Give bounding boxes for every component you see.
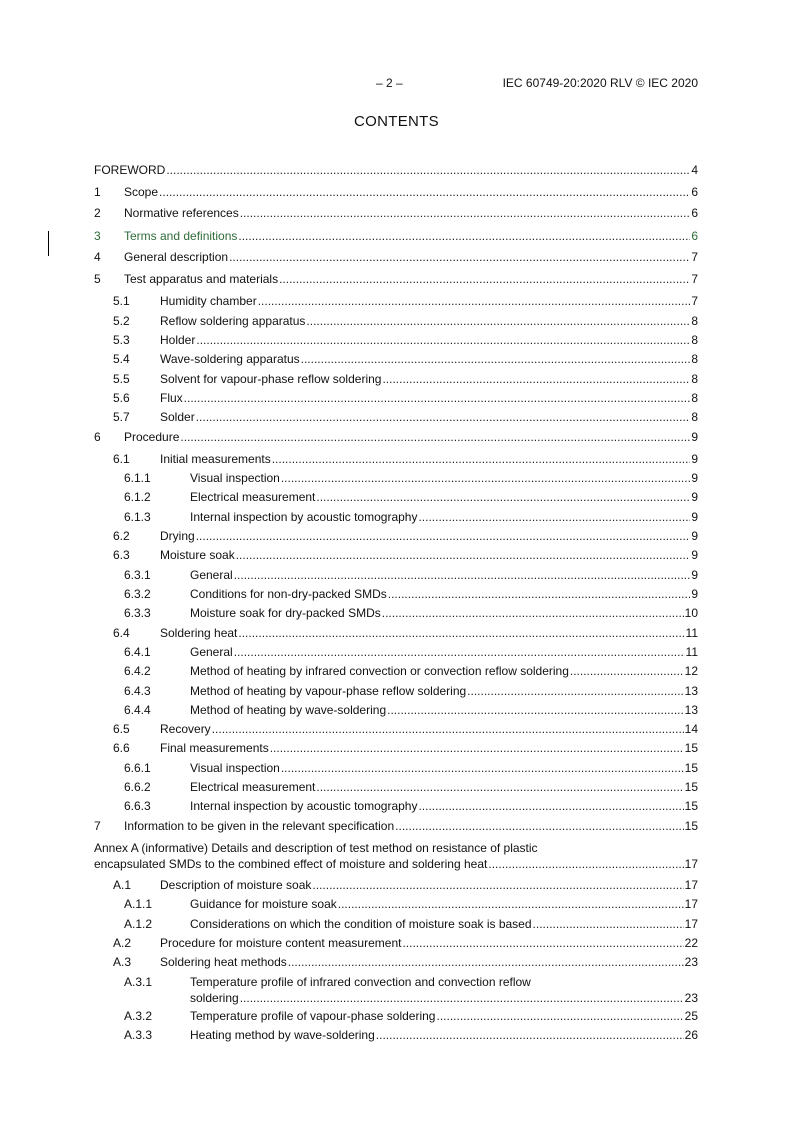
toc-entry-title: Procedure <box>124 430 180 444</box>
toc-entry-number: 6 <box>94 430 101 444</box>
toc-entry-title-continued: encapsulated SMDs to the combined effect of moisture and soldering heat <box>94 857 488 871</box>
toc-entry-number: 6.6.3 <box>124 799 151 813</box>
toc-entry[interactable] <box>94 371 698 387</box>
toc-entry[interactable] <box>94 162 698 178</box>
toc-entry-page: 23 <box>684 991 698 1005</box>
toc-entry-number: 5.2 <box>113 314 130 328</box>
toc-entry[interactable] <box>94 509 698 525</box>
toc-entry[interactable] <box>94 489 698 505</box>
toc-leader-dots <box>272 451 691 467</box>
toc-leader-dots <box>279 271 690 287</box>
toc-entry-page: 25 <box>684 1009 698 1023</box>
toc-leader-dots <box>236 547 691 563</box>
toc-entry[interactable] <box>94 228 698 244</box>
toc-leader-dots <box>418 798 683 814</box>
toc-entry[interactable] <box>94 644 698 660</box>
toc-entry-title: Electrical measurement <box>190 780 316 794</box>
toc-leader-dots <box>240 990 684 1006</box>
toc-entry-title: Temperature profile of infrared convection and convection reflow <box>190 975 531 989</box>
toc-entry-page: 15 <box>684 780 698 794</box>
toc-entry-number: 6.3.2 <box>124 587 151 601</box>
toc-entry-number: 6.1 <box>113 452 130 466</box>
toc-leader-dots <box>180 429 690 445</box>
toc-entry[interactable] <box>94 351 698 367</box>
toc-entry-page: 26 <box>684 1028 698 1042</box>
toc-entry-title: Conditions for non-dry-packed SMDs <box>190 587 387 601</box>
toc-entry[interactable] <box>94 935 698 951</box>
toc-entry-page: 8 <box>691 352 698 366</box>
toc-entry-page: 8 <box>691 314 698 328</box>
toc-entry-number: 5.5 <box>113 372 130 386</box>
toc-entry-number: A.1.2 <box>124 917 153 931</box>
toc-entry-number: A.1.1 <box>124 897 153 911</box>
toc-entry[interactable] <box>94 390 698 406</box>
toc-entry[interactable] <box>94 184 698 200</box>
toc-entry-number: 4 <box>94 250 101 264</box>
toc-entry-page: 9 <box>691 490 698 504</box>
toc-leader-dots <box>387 702 684 718</box>
toc-entry-page: 23 <box>684 955 698 969</box>
toc-entry-title: Internal inspection by acoustic tomography <box>190 510 418 524</box>
toc-leader-dots <box>533 916 684 932</box>
toc-entry[interactable] <box>94 916 698 932</box>
toc-entry-page: 13 <box>684 703 698 717</box>
toc-entry[interactable] <box>94 528 698 544</box>
toc-entry-number: 6.1.3 <box>124 510 151 524</box>
toc-entry[interactable] <box>94 567 698 583</box>
toc-entry-number: 6.6 <box>113 741 130 755</box>
toc-entry[interactable] <box>94 293 698 309</box>
toc-leader-dots <box>166 162 690 178</box>
toc-entry-title: Visual inspection <box>190 471 280 485</box>
toc-entry[interactable] <box>94 663 698 679</box>
toc-entry[interactable] <box>94 683 698 699</box>
toc-entry-number: 5.4 <box>113 352 130 366</box>
toc-entry-page: 15 <box>684 761 698 775</box>
toc-entry-title: Flux <box>160 391 183 405</box>
toc-entry-title: Solvent for vapour-phase reflow soldering <box>160 372 382 386</box>
toc-entry-page: 15 <box>684 799 698 813</box>
toc-leader-dots <box>240 205 691 221</box>
toc-entry[interactable] <box>94 974 698 1006</box>
toc-entry[interactable] <box>94 205 698 221</box>
toc-entry[interactable] <box>94 779 698 795</box>
toc-entry-page: 17 <box>684 917 698 931</box>
toc-leader-dots <box>288 954 684 970</box>
toc-leader-dots <box>258 293 691 309</box>
toc-entry-number: 2 <box>94 206 101 220</box>
toc-entry-page: 10 <box>684 606 698 620</box>
toc-leader-dots <box>338 896 684 912</box>
toc-entry-page: 15 <box>684 819 698 833</box>
toc-entry[interactable] <box>94 740 698 756</box>
toc-entry-title: General <box>190 568 233 582</box>
toc-entry[interactable] <box>94 429 698 445</box>
toc-entry[interactable] <box>94 547 698 563</box>
toc-entry[interactable] <box>94 332 698 348</box>
toc-entry-page: 4 <box>691 163 698 177</box>
toc-entry-page: 9 <box>691 548 698 562</box>
toc-entry[interactable] <box>94 625 698 641</box>
toc-entry-page: 17 <box>684 878 698 892</box>
toc-entry-title: Final measurements <box>160 741 269 755</box>
toc-entry-title: FOREWORD <box>94 163 166 177</box>
toc-entry-number: 6.2 <box>113 529 130 543</box>
toc-entry-page: 9 <box>691 568 698 582</box>
toc-entry-page: 8 <box>691 391 698 405</box>
toc-entry[interactable] <box>94 470 698 486</box>
toc-entry-page: 13 <box>684 684 698 698</box>
toc-entry-page: 12 <box>684 664 698 678</box>
toc-entry-number: 5.1 <box>113 294 130 308</box>
toc-leader-dots <box>436 1008 683 1024</box>
toc-leader-dots <box>184 390 691 406</box>
toc-entry-number: 5 <box>94 272 101 286</box>
toc-leader-dots <box>281 760 684 776</box>
toc-entry[interactable] <box>94 877 698 893</box>
toc-leader-dots <box>301 351 691 367</box>
toc-leader-dots <box>159 184 690 200</box>
toc-entry-page: 7 <box>691 294 698 308</box>
toc-entry-title: Heating method by wave-soldering <box>190 1028 375 1042</box>
toc-entry-page: 9 <box>691 452 698 466</box>
toc-entry-title: Test apparatus and materials <box>124 272 279 286</box>
toc-entry-number: 6.1.1 <box>124 471 151 485</box>
toc-entry[interactable] <box>94 313 698 329</box>
toc-entry-title: Solder <box>160 410 195 424</box>
toc-leader-dots <box>467 683 683 699</box>
toc-entry-number: 6.4.2 <box>124 664 151 678</box>
toc-entry-title: Recovery <box>160 722 211 736</box>
toc-entry[interactable] <box>94 409 698 425</box>
toc-entry[interactable] <box>94 1027 698 1043</box>
toc-entry-number: 6.3.1 <box>124 568 151 582</box>
toc-entry-number: 6.1.2 <box>124 490 151 504</box>
toc-leader-dots <box>382 605 684 621</box>
toc-entry[interactable] <box>94 605 698 621</box>
toc-leader-dots <box>281 470 690 486</box>
toc-entry-number: 6.4 <box>113 626 130 640</box>
toc-entry-title: Procedure for moisture content measurement <box>160 936 402 950</box>
toc-entry[interactable] <box>94 1008 698 1024</box>
toc-leader-dots <box>382 371 690 387</box>
toc-entry-title: Guidance for moisture soak <box>190 897 337 911</box>
toc-entry-number: 5.7 <box>113 410 130 424</box>
toc-entry-number: 1 <box>94 185 101 199</box>
toc-entry-title: Moisture soak for dry-packed SMDs <box>190 606 381 620</box>
toc-entry-title: Information to be given in the relevant specification <box>124 819 395 833</box>
toc-entry-page: 14 <box>684 722 698 736</box>
toc-leader-dots <box>234 644 685 660</box>
toc-entry-number: 6.4.4 <box>124 703 151 717</box>
toc-entry-number: 6.6.1 <box>124 761 151 775</box>
toc-entry-number: A.3.2 <box>124 1009 153 1023</box>
toc-entry-title: Annex A (informative) Details and description of test method on resistance of plastic <box>94 841 538 855</box>
toc-entry-page: 9 <box>691 529 698 543</box>
toc-entry-number: 6.4.1 <box>124 645 151 659</box>
toc-entry-title: General <box>190 645 233 659</box>
toc-entry-title: Humidity chamber <box>160 294 257 308</box>
toc-entry-page: 6 <box>691 206 698 220</box>
toc-leader-dots <box>312 877 683 893</box>
toc-leader-dots <box>306 313 690 329</box>
toc-entry-title: Considerations on which the condition of moisture soak is based <box>190 917 532 931</box>
toc-leader-dots <box>402 935 683 951</box>
toc-entry-page: 11 <box>685 645 698 659</box>
toc-entry-page: 6 <box>691 185 698 199</box>
toc-entry-number: 6.5 <box>113 722 130 736</box>
toc-entry-number: A.3.1 <box>124 975 153 989</box>
toc-entry-title: Temperature profile of vapour-phase soldering <box>190 1009 436 1023</box>
toc-entry-number: A.3.3 <box>124 1028 153 1042</box>
toc-entry-page: 9 <box>691 510 698 524</box>
toc-entry-number: A.2 <box>113 936 132 950</box>
toc-leader-dots <box>212 721 684 737</box>
toc-entry[interactable] <box>94 896 698 912</box>
toc-leader-dots <box>270 740 684 756</box>
toc-entry[interactable] <box>94 721 698 737</box>
toc-entry-title: Wave-soldering apparatus <box>160 352 300 366</box>
toc-entry-title: Holder <box>160 333 196 347</box>
toc-entry-page: 22 <box>684 936 698 950</box>
toc-entry-page: 15 <box>684 741 698 755</box>
toc-entry-title: Terms and definitions <box>124 229 238 243</box>
toc-entry-page: 7 <box>691 272 698 286</box>
toc-entry-page: 17 <box>684 897 698 911</box>
toc-entry-title: Normative references <box>124 206 239 220</box>
toc-entry[interactable] <box>94 702 698 718</box>
toc-entry[interactable] <box>94 249 698 265</box>
toc-entry-title: Reflow soldering apparatus <box>160 314 306 328</box>
toc-entry-title: Soldering heat methods <box>160 955 287 969</box>
toc-entry-page: 11 <box>685 626 698 640</box>
toc-entry-title: Visual inspection <box>190 761 280 775</box>
toc-leader-dots <box>488 856 683 872</box>
toc-entry-title: Description of moisture soak <box>160 878 312 892</box>
toc-leader-dots <box>570 663 684 679</box>
toc-leader-dots <box>388 586 691 602</box>
toc-leader-dots <box>238 228 690 244</box>
toc-entry-title: Soldering heat <box>160 626 238 640</box>
toc-entry-title: Electrical measurement <box>190 490 316 504</box>
toc-entry[interactable] <box>94 586 698 602</box>
toc-entry-title: Drying <box>160 529 195 543</box>
toc-entry-title: Method of heating by vapour-phase reflow soldering <box>190 684 467 698</box>
toc-entry-page: 9 <box>691 471 698 485</box>
toc-leader-dots <box>238 625 684 641</box>
toc-entry-title: Internal inspection by acoustic tomography <box>190 799 418 813</box>
toc-entry-number: 6.6.2 <box>124 780 151 794</box>
toc-leader-dots <box>229 249 690 265</box>
toc-leader-dots <box>376 1027 684 1043</box>
toc-entry-number: 5.3 <box>113 333 130 347</box>
toc-entry-page: 7 <box>691 250 698 264</box>
toc-entry-number: 7 <box>94 819 101 833</box>
toc-entry[interactable] <box>94 840 698 872</box>
toc-entry-title: Moisture soak <box>160 548 235 562</box>
toc-entry[interactable] <box>94 760 698 776</box>
toc-entry[interactable] <box>94 798 698 814</box>
toc-leader-dots <box>395 818 683 834</box>
toc-entry-title: Method of heating by infrared convection or convection reflow soldering <box>190 664 569 678</box>
toc-leader-dots <box>234 567 691 583</box>
toc-leader-dots <box>196 409 691 425</box>
toc-entry-title: General description <box>124 250 229 264</box>
toc-entry-title: Initial measurements <box>160 452 271 466</box>
toc-entry-number: 6.4.3 <box>124 684 151 698</box>
toc-entry-page: 9 <box>691 587 698 601</box>
toc-leader-dots <box>196 528 691 544</box>
toc-entry-number: 6.3.3 <box>124 606 151 620</box>
toc-entry-title: Method of heating by wave-soldering <box>190 703 387 717</box>
toc-entry-page: 8 <box>691 410 698 424</box>
toc-entry[interactable] <box>94 818 698 834</box>
document-identifier: IEC 60749-20:2020 RLV © IEC 2020 <box>502 76 698 90</box>
page-number: – 2 – <box>376 76 403 90</box>
toc-entry-title: Scope <box>124 185 159 199</box>
toc-leader-dots <box>316 489 690 505</box>
toc-leader-dots <box>196 332 690 348</box>
toc-leader-dots <box>316 779 683 795</box>
toc-entry-number: A.1 <box>113 878 132 892</box>
toc-entry[interactable] <box>94 954 698 970</box>
toc-entry-page: 9 <box>691 430 698 444</box>
toc-entry[interactable] <box>94 271 698 287</box>
toc-entry-page: 17 <box>684 857 698 871</box>
toc-entry-title-continued: soldering <box>190 991 239 1005</box>
toc-entry-page: 6 <box>691 229 698 243</box>
toc-leader-dots <box>418 509 690 525</box>
toc-entry-number: 3 <box>94 229 101 243</box>
toc-entry[interactable] <box>94 451 698 467</box>
toc-entry-page: 8 <box>691 372 698 386</box>
toc-entry-number: A.3 <box>113 955 132 969</box>
toc-entry-page: 8 <box>691 333 698 347</box>
page-title: CONTENTS <box>354 113 439 130</box>
toc-entry-number: 6.3 <box>113 548 130 562</box>
toc-entry-number: 5.6 <box>113 391 130 405</box>
